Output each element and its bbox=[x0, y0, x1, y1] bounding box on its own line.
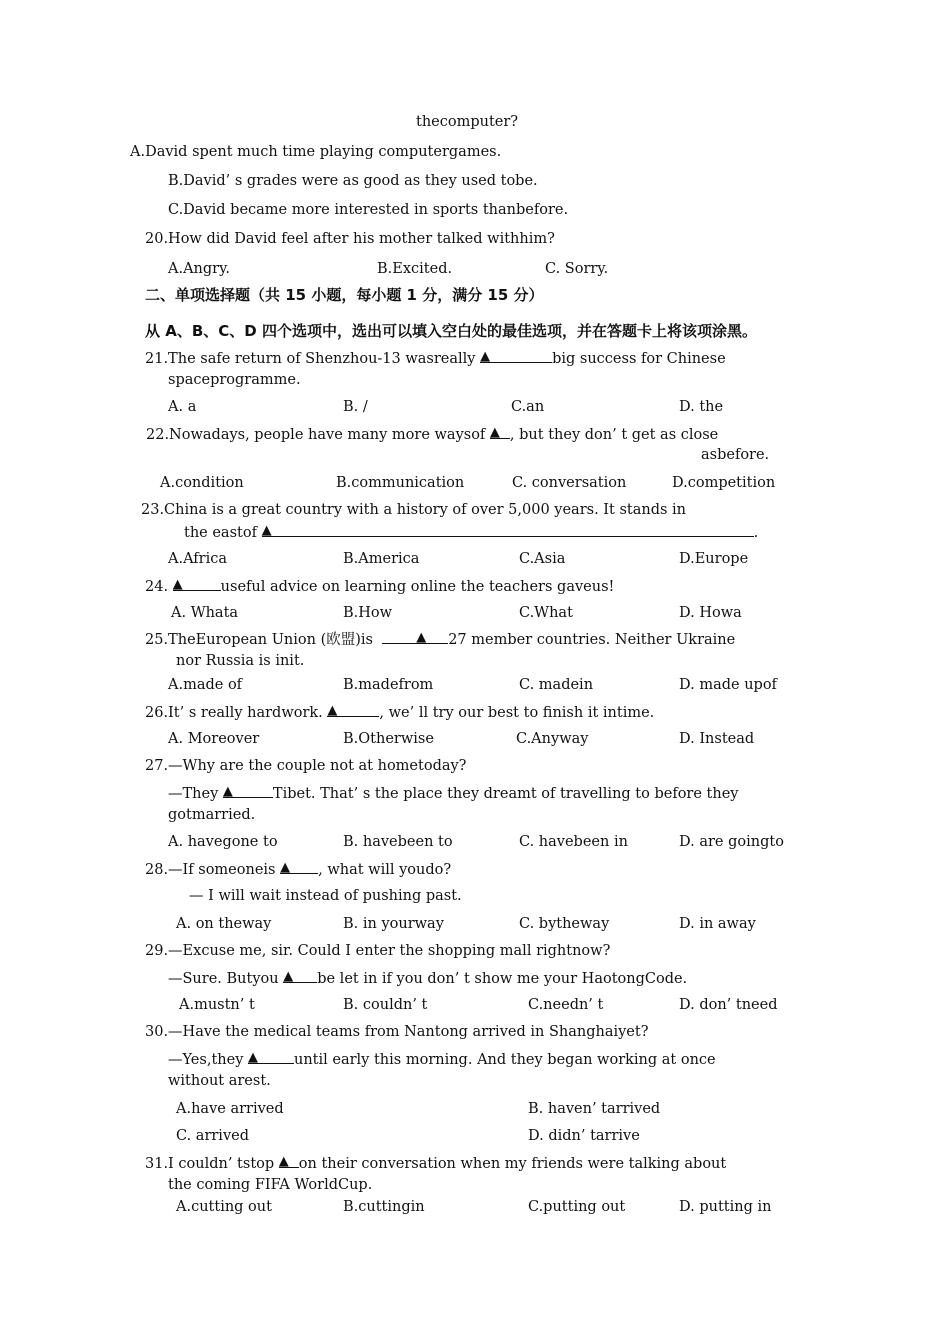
q30-option-b: B. haven’ tarrived bbox=[528, 1101, 661, 1117]
q24-stem-pre: 24. bbox=[145, 579, 173, 595]
q23-stem-line2 bbox=[184, 522, 758, 543]
q23-option-a: A.Africa bbox=[168, 551, 227, 567]
q25-option-a: A.made of bbox=[168, 677, 243, 693]
q20-option-a: A.Angry. bbox=[168, 261, 230, 277]
q29-option-b: B. couldn’ t bbox=[343, 997, 428, 1013]
answer-blank bbox=[480, 348, 552, 363]
q29-stem: 29.—Excuse me, sir. Could I enter the shopping mall rightnow? bbox=[145, 943, 611, 959]
q28-reply: — I will wait instead of pushing past. bbox=[189, 888, 462, 904]
q27-reply-pre: —They bbox=[168, 786, 223, 802]
q20-option-b: B.Excited. bbox=[377, 261, 453, 277]
q30-option-a: A.have arrived bbox=[176, 1101, 284, 1117]
q29-option-c: C.needn’ t bbox=[528, 997, 604, 1013]
section-title: 二、单项选择题（共 15 小题，每小题 1 分，满分 15 分） bbox=[145, 286, 544, 304]
q30-reply bbox=[168, 1049, 716, 1070]
q23-option-d: D.Europe bbox=[679, 551, 749, 567]
triangle-marker-icon: ▲ bbox=[489, 425, 500, 440]
q28-option-b: B. in yourway bbox=[343, 916, 444, 932]
q26-stem-pre: 26.It’ s really hardwork. bbox=[145, 705, 328, 721]
q25-stem-line2: nor Russia is init. bbox=[176, 653, 305, 669]
q22-stem-pre: 22.Nowadays, people have many more waysof bbox=[146, 427, 490, 443]
q22-stem bbox=[146, 424, 718, 445]
answer-blank bbox=[283, 968, 317, 983]
triangle-marker-icon: ▲ bbox=[327, 703, 338, 718]
q23-stem: 23.China is a great country with a history of over 5,000 years. It stands in bbox=[141, 502, 687, 518]
q28-option-c: C. bytheway bbox=[519, 916, 610, 932]
q27-reply-line2: gotmarried. bbox=[168, 807, 256, 823]
triangle-marker-icon: ▲ bbox=[248, 1050, 258, 1065]
q28-option-d: D. in away bbox=[679, 916, 756, 932]
q30-option-d: D. didn’ tarrive bbox=[528, 1128, 640, 1144]
q28-stem bbox=[145, 859, 451, 880]
q21-stem-pre: 21.The safe return of Shenzhou-13 wasreally bbox=[145, 351, 481, 367]
q24-option-c: C.What bbox=[519, 605, 573, 621]
triangle-marker-icon: ▲ bbox=[172, 577, 183, 592]
q30-stem: 30.—Have the medical teams from Nantong arrived in Shanghaiyet? bbox=[145, 1024, 649, 1040]
q26-stem-post: , we’ ll try our best to finish it intime. bbox=[379, 705, 655, 721]
q28-option-a: A. on theway bbox=[176, 916, 272, 932]
q20-option-c: C. Sorry. bbox=[545, 261, 609, 277]
answer-blank bbox=[223, 783, 273, 798]
answer-blank bbox=[382, 629, 448, 644]
q21-option-d: D. the bbox=[679, 399, 724, 415]
q19-option-c: C.David became more interested in sports thanbefore. bbox=[168, 202, 569, 218]
triangle-marker-icon: ▲ bbox=[480, 349, 491, 364]
q27-option-c: C. havebeen in bbox=[519, 834, 628, 850]
q25-option-d: D. made upof bbox=[679, 677, 777, 693]
q27-option-a: A. havegone to bbox=[168, 834, 278, 850]
q26-option-a: A. Moreover bbox=[168, 731, 260, 747]
q26-option-d: D. Instead bbox=[679, 731, 755, 747]
q31-option-a: A.cutting out bbox=[176, 1199, 272, 1215]
q30-reply-post: until early this morning. And they began working at once bbox=[294, 1052, 716, 1068]
q21-stem-post: big success for Chinese bbox=[552, 351, 726, 367]
q25-option-b: B.madefrom bbox=[343, 677, 434, 693]
q31-stem-pre: 31.I couldn’ tstop bbox=[145, 1156, 279, 1172]
triangle-marker-icon: ▲ bbox=[222, 784, 233, 799]
q21-option-b: B. / bbox=[343, 399, 368, 415]
q26-option-c: C.Anyway bbox=[516, 731, 589, 747]
q22-option-d: D.competition bbox=[672, 475, 776, 491]
q29-reply-pre: —Sure. Butyou bbox=[168, 971, 284, 987]
q21-stem bbox=[145, 348, 726, 369]
q28-stem-pre: 28.—If someoneis bbox=[145, 862, 281, 878]
q19-option-b: B.David’ s grades were as good as they used tobe. bbox=[168, 173, 538, 189]
q25-option-c: C. madein bbox=[519, 677, 594, 693]
q25-stem bbox=[145, 629, 735, 650]
triangle-marker-icon: ▲ bbox=[278, 1154, 289, 1169]
q28-stem-post: , what will youdo? bbox=[318, 862, 452, 878]
answer-blank bbox=[173, 576, 221, 591]
q27-reply bbox=[168, 783, 739, 804]
q30-reply-line2: without arest. bbox=[168, 1073, 271, 1089]
q31-option-c: C.putting out bbox=[528, 1199, 626, 1215]
q31-stem-line2: the coming FIFA WorldCup. bbox=[168, 1177, 373, 1193]
q24-option-d: D. Howa bbox=[679, 605, 742, 621]
q24-stem bbox=[145, 576, 614, 597]
section-instruction: 从 A、B、C、D 四个选项中，选出可以填入空白处的最佳选项，并在答题卡上将该项涂黑。 bbox=[145, 322, 757, 340]
q24-option-b: B.How bbox=[343, 605, 393, 621]
q19-option-a: A.David spent much time playing computergames. bbox=[130, 144, 502, 160]
q24-option-a: A. Whata bbox=[171, 605, 239, 621]
q23-option-c: C.Asia bbox=[519, 551, 566, 567]
q27-option-d: D. are goingto bbox=[679, 834, 784, 850]
q29-option-a: A.mustn’ t bbox=[179, 997, 255, 1013]
q31-stem bbox=[145, 1153, 726, 1174]
q30-option-c: C. arrived bbox=[176, 1128, 249, 1144]
triangle-marker-icon: ▲ bbox=[283, 969, 294, 984]
answer-blank bbox=[262, 522, 754, 537]
q26-option-b: B.Otherwise bbox=[343, 731, 434, 747]
q26-stem bbox=[145, 702, 654, 723]
q29-reply bbox=[168, 968, 687, 989]
answer-blank bbox=[279, 1153, 299, 1168]
q29-option-d: D. don’ tneed bbox=[679, 997, 778, 1013]
triangle-marker-icon: ▲ bbox=[261, 523, 272, 538]
q22-stem-line2: asbefore. bbox=[701, 447, 770, 463]
q30-reply-pre: —Yes,they bbox=[168, 1052, 248, 1068]
q22-option-b: B.communication bbox=[336, 475, 465, 491]
q25-stem-post: 27 member countries. Neither Ukraine bbox=[448, 632, 736, 648]
q24-stem-post: useful advice on learning online the teachers gaveus! bbox=[220, 579, 615, 595]
q31-stem-post: on their conversation when my friends were talking about bbox=[298, 1156, 727, 1172]
q25-stem-pre: 25.TheEuropean Union (欧盟)is bbox=[145, 632, 383, 648]
answer-blank bbox=[490, 424, 510, 439]
q20-stem: 20.How did David feel after his mother talked withhim? bbox=[145, 231, 555, 247]
q31-option-d: D. putting in bbox=[679, 1199, 772, 1215]
q22-option-c: C. conversation bbox=[512, 475, 627, 491]
triangle-marker-icon: ▲ bbox=[416, 630, 427, 645]
q19-stem-tail: thecomputer? bbox=[416, 114, 519, 130]
answer-blank bbox=[280, 859, 318, 874]
q29-reply-post: be let in if you don’ t show me your HaotongCode. bbox=[317, 971, 688, 987]
q21-option-a: A. a bbox=[168, 399, 197, 415]
q23-stem-line2-post: . bbox=[753, 525, 759, 541]
q23-stem-line2-pre: the eastof bbox=[184, 525, 262, 541]
q23-option-b: B.America bbox=[343, 551, 420, 567]
q22-option-a: A.condition bbox=[160, 475, 244, 491]
triangle-marker-icon: ▲ bbox=[280, 860, 291, 875]
q21-stem-line2: spaceprogramme. bbox=[168, 372, 301, 388]
q21-option-c: C.an bbox=[511, 399, 545, 415]
answer-blank bbox=[327, 702, 379, 717]
q22-stem-post: , but they don’ t get as close bbox=[509, 427, 719, 443]
q27-option-b: B. havebeen to bbox=[343, 834, 453, 850]
q27-reply-post: Tibet. That’ s the place they dreamt of travelling to before they bbox=[272, 786, 739, 802]
q31-option-b: B.cuttingin bbox=[343, 1199, 425, 1215]
q27-stem: 27.—Why are the couple not at hometoday? bbox=[145, 758, 467, 774]
answer-blank bbox=[248, 1049, 294, 1064]
